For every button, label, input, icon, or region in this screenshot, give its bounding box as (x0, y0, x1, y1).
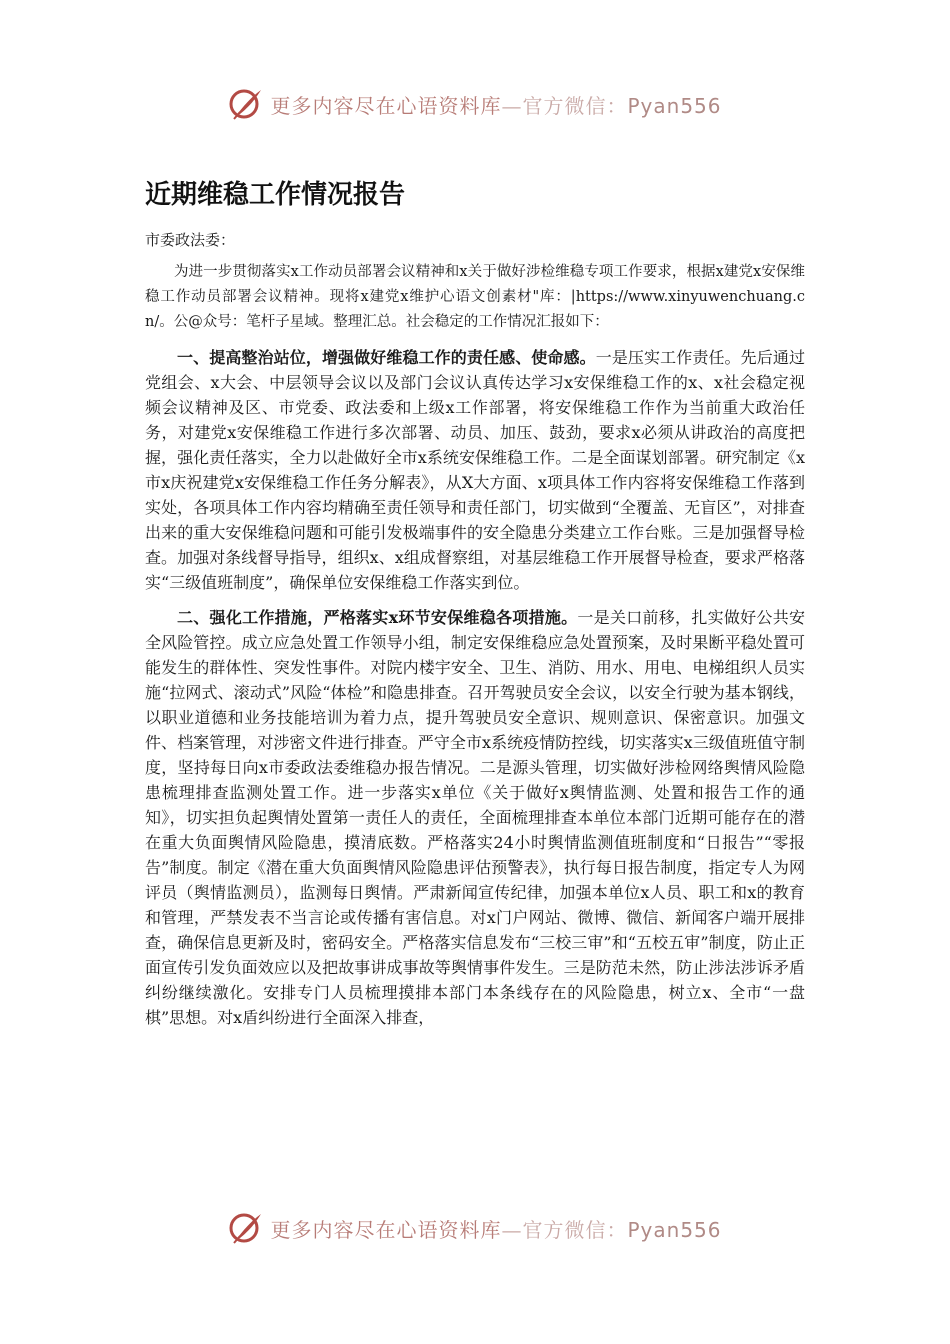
quill-logo-icon (228, 86, 264, 122)
section-body: 一是关口前移，扎实做好公共安全风险管控。成立应急处置工作领导小组，制定安保维稳应急处置预案，及时果断平稳处置可能发生的群体性、突发性事件。对院内楼宇安全、卫生、消防、用水、用电、电梯组织人员实施“拉网式、滚动式”风险“体检”和隐患排查。召开驾驶员安全会议，以安全行驶为基本钢线，以职业道德和业务技能培训为着力点，提升驾驶员安全意识、规则意识、保密意识。加强文件、档案管理，对涉密文件进行排查。严守全市x系统疫情防控线，切实落实x三级值班值守制度，坚持每日向x市委政法委维稳办报告情况。二是源头管理，切实做好涉检网络舆情风险隐患梳理排查监测处置工作。进一步落实x单位《关于做好x舆情监测、处置和报告工作的通知》，切实担负起舆情处置第一责任人的责任，全面梳理排查本单位本部门近期可能存在的潜在重大负面舆情风险隐患，摸清底数。严格落实24小时舆情监测值班制度和“日报告”“零报告”制度。制定《潜在重大负面舆情风险隐患评估预警表》，执行每日报告制度，指定专人为网评员（舆情监测员），监测每日舆情。严肃新闻宣传纪律，加强本单位x人员、职工和x的教育和管理，严禁发表不当言论或传播有害信息。对x门户网站、微博、微信、新闻客户端开展排查，确保信息更新及时，密码安全。严格落实信息发布“三校三审”和“五校五审”制度，防止正面宣传引发负面效应以及把故事讲成事故等舆情事件发生。三是防范未然，防止涉法涉诉矛盾纠纷继续激化。安排专门人员梳理摸排本部门本条线存在的风险隐患，树立x、全市“一盘棋”思想。对x盾纠纷进行全面深入排查， (145, 608, 805, 1027)
banner-dash: — (501, 93, 523, 118)
salutation: 市委政法委： (145, 231, 236, 249)
banner-text (270, 90, 721, 119)
banner-text (270, 1214, 721, 1243)
banner-wechat-id: Pyan556 (627, 1217, 722, 1242)
banner-brand: 更多内容尽在心语资料库 (270, 93, 502, 118)
footer-banner (0, 1206, 950, 1250)
banner-wechat-id: Pyan556 (627, 93, 722, 118)
banner-wechat-label: 官方微信： (522, 93, 628, 118)
banner-brand: 更多内容尽在心语资料库 (270, 1217, 502, 1242)
intro-paragraph: 为进一步贯彻落实x工作动员部署会议精神和x关于做好涉检维稳专项工作要求，根据x建党x安保维稳工作动员部署会议精神。现将x建党x维护心语文创素材"库：|https://www.xinyuwenchuang.cn/。公@众号：笔杆子星域。整理汇总。社会稳定的工作情况汇报如下： (145, 264, 805, 330)
header-banner (0, 82, 950, 126)
section-paragraph (145, 605, 805, 1030)
document-body (145, 170, 805, 1040)
section-heading: 一、提高整治站位，增强做好维稳工作的责任感、使命感。 (177, 348, 596, 367)
document-title: 近期维稳工作情况报告 (145, 180, 406, 210)
banner-dash: — (501, 1217, 523, 1242)
banner-wechat-label: 官方微信： (522, 1217, 628, 1242)
section-heading: 二、强化工作措施，严格落实x环节安保维稳各项措施。 (177, 608, 578, 627)
section-body: 一是压实工作责任。先后通过党组会、x大会、中层领导会议以及部门会议认真传达学习x安保维稳工作的x、x社会稳定视频会议精神及区、市党委、政法委和上级x工作部署，将安保维稳工作作为当前重大政治任务，对建党x安保维稳工作进行多次部署、动员、加压、鼓劲，要求x必须从讲政治的高度把握，强化责任落实，全力以赴做好全市x系统安保维稳工作。二是全面谋划部署。研究制定《x市x庆祝建党x安保维稳工作任务分解表》，从X大方面、x项具体工作内容将安保维稳工作落到实处，各项具体工作内容均精确至责任领导和责任部门，切实做到“全覆盖、无盲区”，对排查出来的重大安保维稳问题和可能引发极端事件的安全隐患分类建立工作台账。三是加强督导检查。加强对条线督导指导，组织x、x组成督察组，对基层维稳工作开展督导检查，要求严格落实“三级值班制度”，确保单位安保维稳工作落实到位。 (145, 348, 805, 592)
quill-logo-icon (228, 1210, 264, 1246)
section-paragraph (145, 345, 805, 595)
